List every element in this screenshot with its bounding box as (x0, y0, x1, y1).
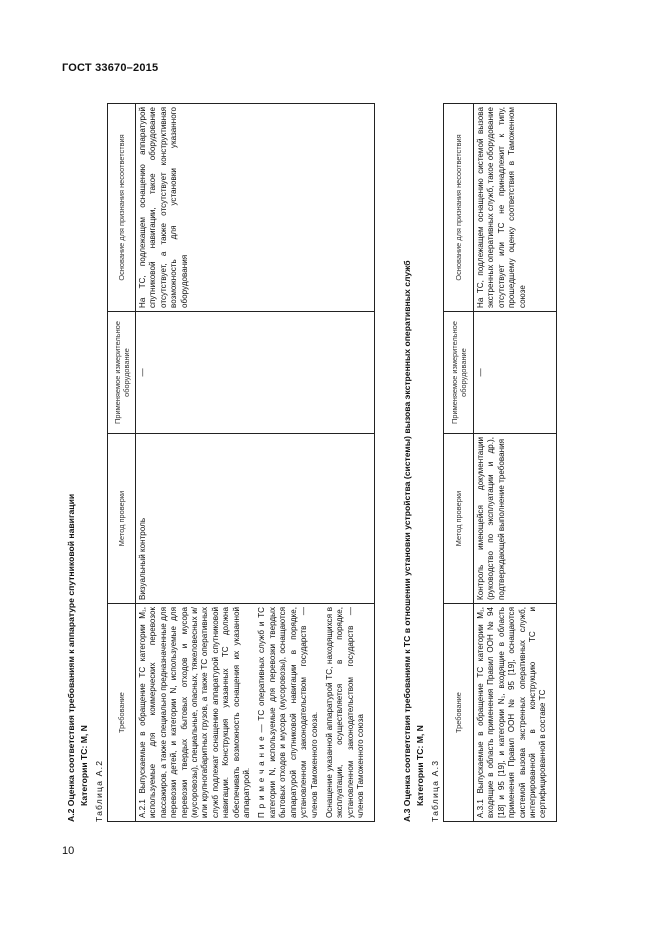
table-a3-method-cell (474, 434, 557, 604)
table-a2-label: Таблица А.2 (94, 759, 104, 822)
basis-text: На ТС, подлежащем оснащению аппаратурой спутниковой навигации, такое оборудование отсутствует, а также отсутствует конструктивная возможность для установки указанного оборудования (138, 107, 189, 308)
requirement-text: А.3.1 Выпускаемые в обращение ТС категории M₁, входящие в область применения Правил ООН № 94 [18] и 95 [19], и категории N₁, входящие в область применения Правил ООН № 95 [19], оснащаются системой вызова экстренных оперативных служб, интегрированной в конструкцию ТС и сертифицированной в составе ТС (476, 607, 548, 818)
table-a3-requirement-cell (474, 604, 557, 822)
table-a2-equipment-cell: — (136, 312, 375, 434)
table-a2-col-equipment: Применяемое измерительное оборудование (108, 312, 136, 434)
section-a2-title: А.2 Оценка соответствия требованиям к аппаратуре спутниковой навигации (66, 493, 76, 822)
table-a2-basis-cell (136, 104, 375, 312)
table-a2-col-method: Метод проверки (108, 434, 136, 604)
requirement-paragraph: А.2.1 Выпускаемые в обращение ТС категории M₁, используемые для коммерческих перевозок пассажиров, а также специально предназначенные для перевозки детей, и категории N, используемые для перевозки твердых бытовых отходов и мусора (мусоровозы), специальные, опасных, тяжеловесных и/или крупногабаритных грузов, а также ТС оперативных служб подлежат оснащению аппаратурой спутниковой навигации. Конструкция указанных ТС должна обеспечивать возможность оснащения их указанной аппаратурой. (138, 607, 252, 818)
table-a2-requirement-cell (136, 604, 375, 822)
table-a3-equipment-cell: — (474, 312, 557, 434)
table-row (474, 104, 557, 822)
table-a3-header-row (444, 104, 474, 822)
requirement-paragraph-2: Оснащение указанной аппаратурой ТС, находящихся в эксплуатации, осуществляется в порядке, установленном законодательством государств — членов Таможенного союза (324, 607, 366, 818)
section-a2-categories: Категории ТС: M, N (79, 725, 89, 806)
rotated-content (62, 104, 602, 872)
table-a3-col-basis: Основание для признания несоответствия (444, 104, 474, 312)
requirement-note: П р и м е ч а н и е — ТС оперативных служб и ТС категории N, используемые для перевозки твердых бытовых отходов и мусора (мусоровозы), оснащаются аппаратурой спутниковой навигации в порядке, установленном законодательством государств — членов Таможенного союза. (257, 607, 319, 818)
table-a3-col-requirement: Требование (444, 604, 474, 822)
page-number: 10 (62, 845, 75, 857)
table-a2 (107, 103, 375, 822)
table-row (136, 104, 375, 822)
table-a3-label: Таблица А.3 (430, 759, 440, 822)
document-header: ГОСТ 33670–2015 (62, 62, 159, 74)
method-text: Контроль имеющейся документации (руководство по эксплуатации и др.), подтверждающей выполнение требования (476, 437, 506, 600)
table-a2-method-cell: Визуальный контроль (136, 434, 375, 604)
table-a3 (443, 103, 557, 822)
table-a2-col-requirement: Требование (108, 604, 136, 822)
table-a2-col-basis: Основание для признания несоответствия (108, 104, 136, 312)
section-a3-categories: Категории ТС: M, N (415, 725, 425, 806)
section-a3-title: А.3 Оценка соответствия требованиям к ТС в отношении установки устройства (системы) вызова экстренных оперативных служб (402, 260, 412, 822)
table-a3-col-equipment: Применяемое измерительное оборудование (444, 312, 474, 434)
table-a2-header-row (108, 104, 136, 822)
table-a3-basis-cell (474, 104, 557, 312)
table-a3-col-method: Метод проверки (444, 434, 474, 604)
basis-text: На ТС, подлежащем оснащению системой вызова экстренных оперативных служб, такое оборудование отсутствует или ТС не принадлежит к типу, прошедшему оценку соответствия в Таможенном союзе (476, 107, 527, 308)
